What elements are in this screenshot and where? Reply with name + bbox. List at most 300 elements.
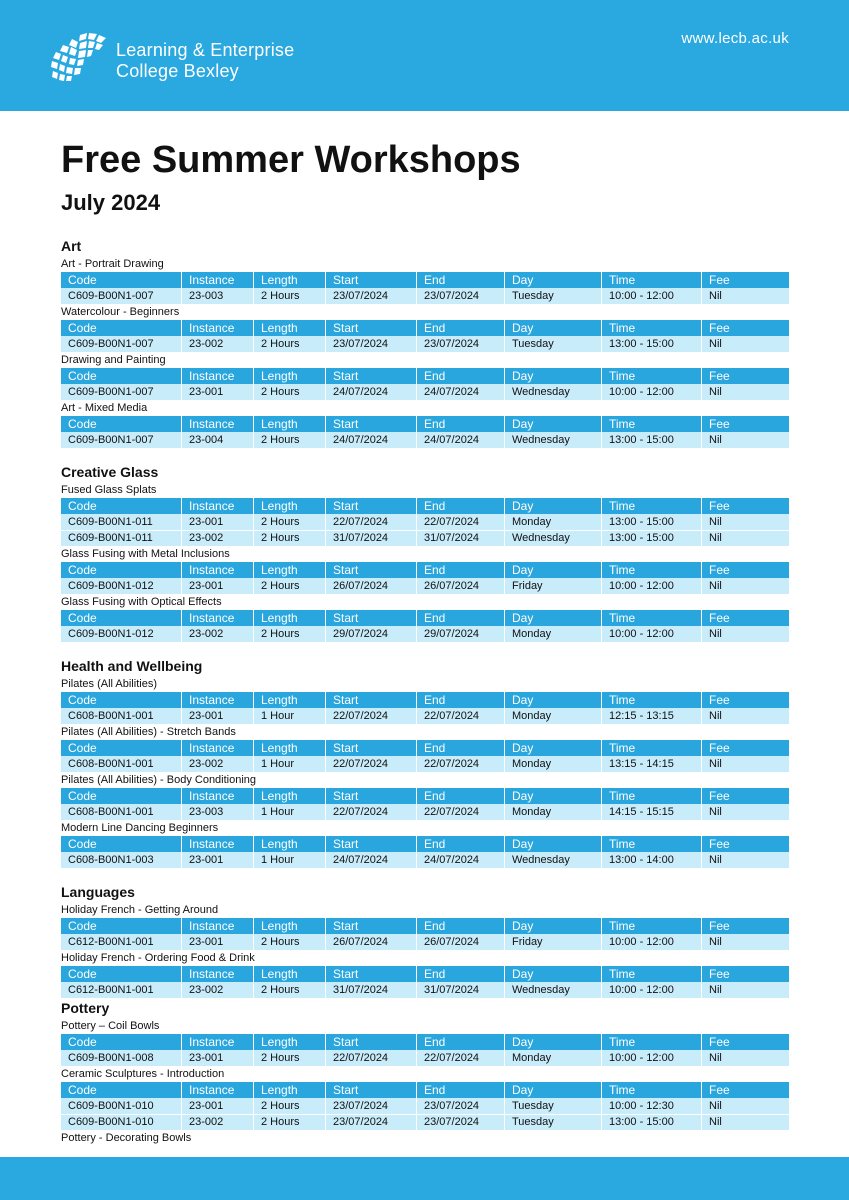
table-header-row [61,320,789,336]
cell-end: 22/07/2024 [416,756,504,772]
course-block [61,676,789,724]
cell-fee: Nil [701,626,789,642]
column-header-instance: Instance [181,320,253,336]
column-header-code: Code [68,369,97,383]
cell-instance: 23-004 [181,432,253,448]
column-header-start: Start [325,562,416,578]
column-header-instance: Instance [181,368,253,384]
course-block [61,256,789,304]
cell-code: C609-B00N1-007 [68,386,154,398]
column-header-time: Time [601,416,701,432]
cell-day: Tuesday [504,288,601,304]
cell-fee: Nil [701,852,789,868]
cell-length: 2 Hours [253,626,325,642]
course-name: Pottery – Coil Bowls [61,1020,160,1032]
cell-start: 31/07/2024 [325,531,416,546]
cell-length: 2 Hours [253,336,325,352]
course-block [61,1066,789,1130]
cell-instance: 23-002 [181,756,253,772]
column-header-length: Length [253,1034,325,1050]
column-header-start: Start [325,498,416,514]
course-name: Glass Fusing with Optical Effects [61,596,222,608]
table-row [61,384,789,400]
cell-fee: Nil [701,336,789,352]
cell-day: Tuesday [504,1115,601,1130]
column-header-code: Code [68,967,97,981]
table-header-row [61,498,789,514]
column-header-day: Day [504,788,601,804]
column-header-day: Day [504,836,601,852]
cell-code: C612-B00N1-001 [68,984,154,996]
column-header-code: Code [68,417,97,431]
column-header-length: Length [253,498,325,514]
cell-end: 22/07/2024 [416,1050,504,1066]
cell-end: 22/07/2024 [416,804,504,820]
cell-time: 10:00 - 12:00 [601,982,701,998]
cell-time: 10:00 - 12:00 [601,288,701,304]
workshop-section [61,462,789,642]
column-header-time: Time [601,368,701,384]
column-header-start: Start [325,740,416,756]
column-header-length: Length [253,918,325,934]
college-name-line-2: College Bexley [116,61,239,81]
column-header-instance: Instance [181,966,253,982]
column-header-end: End [416,692,504,708]
column-header-end: End [416,320,504,336]
cell-time: 10:00 - 12:00 [601,934,701,950]
cell-instance: 23-001 [181,578,253,594]
column-header-end: End [416,498,504,514]
course-name: Fused Glass Splats [61,484,157,496]
column-header-day: Day [504,498,601,514]
cell-time: 13:00 - 14:00 [601,852,701,868]
cell-fee: Nil [701,1098,789,1114]
table-header-row [61,692,789,708]
cell-instance: 23-001 [181,708,253,724]
course-block [61,950,789,998]
cell-day: Wednesday [504,432,601,448]
cell-instance: 23-002 [181,626,253,642]
column-header-code: Code [68,741,97,755]
cell-time: 10:00 - 12:30 [601,1098,701,1114]
cell-length: 1 Hour [253,708,325,724]
college-name [116,40,294,82]
column-header-end: End [416,368,504,384]
column-header-start: Start [325,788,416,804]
cell-code: C608-B00N1-001 [68,806,154,818]
column-header-end: End [416,1082,504,1098]
table-row [61,982,789,998]
column-header-end: End [416,272,504,288]
table-header-row [61,416,789,432]
cell-fee: Nil [701,982,789,998]
course-name: Art - Portrait Drawing [61,258,164,270]
cell-day: Monday [504,756,601,772]
column-header-code: Code [68,321,97,335]
column-header-fee: Fee [701,498,789,514]
table-row [61,578,789,594]
column-header-start: Start [325,692,416,708]
column-header-end: End [416,562,504,578]
column-header-day: Day [504,966,601,982]
column-header-length: Length [253,836,325,852]
workshop-section [61,236,789,448]
cell-code: C612-B00N1-001 [68,936,154,948]
column-header-code: Code [68,1083,97,1097]
cell-end: 23/07/2024 [416,1098,504,1114]
cell-fee: Nil [701,384,789,400]
cell-day: Monday [504,1050,601,1066]
cell-start: 29/07/2024 [325,626,416,642]
column-header-instance: Instance [181,610,253,626]
cell-start: 31/07/2024 [325,982,416,998]
column-header-length: Length [253,788,325,804]
cell-start: 22/07/2024 [325,756,416,772]
cell-length: 1 Hour [253,852,325,868]
column-header-end: End [416,836,504,852]
column-header-fee: Fee [701,272,789,288]
column-header-length: Length [253,740,325,756]
column-header-code: Code [68,273,97,287]
column-header-instance: Instance [181,788,253,804]
website-url[interactable]: www.lecb.ac.uk [681,30,789,47]
column-header-end: End [416,966,504,982]
table-header-row [61,610,789,626]
table-header-row [61,272,789,288]
cell-length: 1 Hour [253,804,325,820]
column-header-instance: Instance [181,1082,253,1098]
page-subtitle: July 2024 [61,190,161,215]
column-header-code: Code [68,563,97,577]
cell-start: 24/07/2024 [325,852,416,868]
course-name: Pilates (All Abilities) - Body Conditioning [61,774,257,786]
cell-end: 24/07/2024 [416,384,504,400]
cell-length: 2 Hours [253,1115,325,1130]
cell-code: C609-B00N1-010 [68,1116,154,1128]
cell-code: C608-B00N1-001 [68,710,154,722]
cell-fee: Nil [701,708,789,724]
column-header-end: End [416,918,504,934]
course-name: Glass Fusing with Metal Inclusions [61,548,230,560]
cell-start: 26/07/2024 [325,934,416,950]
cell-day: Monday [504,514,601,530]
course-block [61,546,789,594]
table-header-row [61,1082,789,1098]
course-name: Watercolour - Beginners [61,306,180,318]
cell-fee: Nil [701,432,789,448]
table-header-row [61,788,789,804]
column-header-code: Code [68,789,97,803]
cell-length: 2 Hours [253,982,325,998]
column-header-time: Time [601,1082,701,1098]
cell-length: 2 Hours [253,288,325,304]
column-header-day: Day [504,416,601,432]
cell-instance: 23-001 [181,1098,253,1114]
table-row [61,852,789,868]
column-header-fee: Fee [701,918,789,934]
column-header-start: Start [325,272,416,288]
course-name: Holiday French - Ordering Food & Drink [61,952,255,964]
column-header-code: Code [68,499,97,513]
cell-instance: 23-001 [181,514,253,530]
cell-length: 2 Hours [253,384,325,400]
cell-length: 2 Hours [253,1098,325,1114]
cell-fee: Nil [701,531,789,546]
cell-instance: 23-003 [181,288,253,304]
column-header-day: Day [504,320,601,336]
column-header-fee: Fee [701,692,789,708]
column-header-start: Start [325,1034,416,1050]
column-header-code: Code [68,919,97,933]
column-header-time: Time [601,918,701,934]
course-block [61,400,789,448]
column-header-code: Code [68,1035,97,1049]
cell-code: C609-B00N1-007 [68,338,154,350]
table-row [61,626,789,642]
cell-day: Wednesday [504,531,601,546]
cell-fee: Nil [701,578,789,594]
column-header-time: Time [601,562,701,578]
course-block [61,1130,789,1146]
course-block [61,1018,789,1066]
cell-instance: 23-003 [181,804,253,820]
cell-length: 2 Hours [253,531,325,546]
course-name: Drawing and Painting [61,354,166,366]
cell-length: 2 Hours [253,514,325,530]
cell-code: C609-B00N1-007 [68,434,154,446]
cell-fee: Nil [701,288,789,304]
column-header-instance: Instance [181,740,253,756]
column-header-fee: Fee [701,610,789,626]
cell-instance: 23-001 [181,852,253,868]
cell-start: 23/07/2024 [325,336,416,352]
column-header-instance: Instance [181,836,253,852]
cell-time: 10:00 - 12:00 [601,384,701,400]
cell-instance: 23-002 [181,336,253,352]
cell-code: C609-B00N1-007 [68,290,154,302]
column-header-start: Start [325,966,416,982]
cell-length: 1 Hour [253,756,325,772]
course-block [61,772,789,820]
cell-fee: Nil [701,514,789,530]
cell-fee: Nil [701,934,789,950]
column-header-length: Length [253,320,325,336]
section-heading: Pottery [61,1000,110,1016]
cell-day: Monday [504,708,601,724]
column-header-fee: Fee [701,416,789,432]
cell-fee: Nil [701,804,789,820]
cell-fee: Nil [701,1050,789,1066]
table-row [61,336,789,352]
cell-time: 12:15 - 13:15 [601,708,701,724]
table-header-row [61,836,789,852]
column-header-day: Day [504,1034,601,1050]
cell-time: 10:00 - 12:00 [601,1050,701,1066]
column-header-instance: Instance [181,498,253,514]
college-logo-icon [50,32,112,82]
cell-instance: 23-001 [181,934,253,950]
column-header-time: Time [601,320,701,336]
cell-day: Tuesday [504,336,601,352]
table-header-row [61,368,789,384]
column-header-fee: Fee [701,1034,789,1050]
cell-code: C609-B00N1-011 [68,516,153,528]
cell-start: 23/07/2024 [325,1115,416,1130]
table-row [61,934,789,950]
cell-time: 13:15 - 14:15 [601,756,701,772]
column-header-start: Start [325,918,416,934]
table-row [61,756,789,772]
cell-start: 22/07/2024 [325,804,416,820]
cell-day: Monday [504,626,601,642]
column-header-fee: Fee [701,788,789,804]
college-name-line-1: Learning & Enterprise [116,40,295,60]
course-block [61,594,789,642]
cell-day: Friday [504,578,601,594]
column-header-fee: Fee [701,966,789,982]
cell-instance: 23-002 [181,531,253,546]
course-block [61,352,789,400]
cell-start: 22/07/2024 [325,1050,416,1066]
section-heading: Health and Wellbeing [61,658,203,674]
cell-end: 22/07/2024 [416,708,504,724]
course-name: Modern Line Dancing Beginners [61,822,219,834]
cell-end: 26/07/2024 [416,578,504,594]
column-header-time: Time [601,692,701,708]
course-block [61,902,789,950]
cell-start: 24/07/2024 [325,432,416,448]
column-header-day: Day [504,610,601,626]
column-header-instance: Instance [181,1034,253,1050]
column-header-time: Time [601,272,701,288]
table-row [61,708,789,724]
table-row [61,288,789,304]
column-header-fee: Fee [701,562,789,578]
cell-day: Wednesday [504,982,601,998]
course-block [61,820,789,868]
cell-day: Wednesday [504,852,601,868]
section-spacer [61,448,789,462]
column-header-day: Day [504,692,601,708]
column-header-instance: Instance [181,692,253,708]
cell-instance: 23-002 [181,982,253,998]
cell-end: 24/07/2024 [416,432,504,448]
cell-end: 31/07/2024 [416,982,504,998]
column-header-code: Code [68,693,97,707]
column-header-fee: Fee [701,320,789,336]
column-header-length: Length [253,966,325,982]
column-header-day: Day [504,918,601,934]
column-header-time: Time [601,740,701,756]
cell-time: 14:15 - 15:15 [601,804,701,820]
cell-length: 2 Hours [253,432,325,448]
column-header-day: Day [504,1082,601,1098]
workshop-section [61,656,789,868]
course-name: Art - Mixed Media [61,402,148,414]
course-name: Pilates (All Abilities) [61,678,157,690]
cell-start: 22/07/2024 [325,514,416,530]
column-header-length: Length [253,1082,325,1098]
column-header-fee: Fee [701,1082,789,1098]
cell-code: C608-B00N1-003 [68,854,154,866]
table-header-row [61,740,789,756]
column-header-day: Day [504,368,601,384]
cell-day: Wednesday [504,384,601,400]
cell-time: 10:00 - 12:00 [601,578,701,594]
cell-time: 10:00 - 12:00 [601,626,701,642]
course-block [61,724,789,772]
cell-end: 22/07/2024 [416,514,504,530]
column-header-time: Time [601,1034,701,1050]
table-row [61,1050,789,1066]
cell-end: 24/07/2024 [416,852,504,868]
cell-length: 2 Hours [253,1050,325,1066]
column-header-end: End [416,416,504,432]
cell-day: Friday [504,934,601,950]
cell-start: 22/07/2024 [325,708,416,724]
column-header-end: End [416,610,504,626]
column-header-length: Length [253,692,325,708]
section-heading: Creative Glass [61,464,159,480]
cell-day: Tuesday [504,1098,601,1114]
column-header-time: Time [601,498,701,514]
cell-end: 31/07/2024 [416,531,504,546]
table-header-row [61,966,789,982]
course-block [61,304,789,352]
cell-length: 2 Hours [253,578,325,594]
cell-end: 26/07/2024 [416,934,504,950]
section-heading: Art [61,238,82,254]
course-block [61,482,789,546]
column-header-start: Start [325,320,416,336]
column-header-instance: Instance [181,562,253,578]
cell-length: 2 Hours [253,934,325,950]
column-header-end: End [416,740,504,756]
workshop-list [61,236,789,1146]
cell-instance: 23-002 [181,1115,253,1130]
column-header-day: Day [504,740,601,756]
table-row [61,530,789,546]
cell-time: 13:00 - 15:00 [601,514,701,530]
cell-code: C609-B00N1-012 [68,628,154,640]
cell-time: 13:00 - 15:00 [601,1115,701,1130]
column-header-day: Day [504,562,601,578]
cell-instance: 23-001 [181,1050,253,1066]
column-header-instance: Instance [181,918,253,934]
cell-code: C609-B00N1-008 [68,1052,154,1064]
column-header-day: Day [504,272,601,288]
column-header-start: Start [325,416,416,432]
header-bar [0,0,849,111]
column-header-time: Time [601,610,701,626]
table-header-row [61,1034,789,1050]
column-header-length: Length [253,562,325,578]
column-header-length: Length [253,368,325,384]
column-header-fee: Fee [701,740,789,756]
column-header-start: Start [325,368,416,384]
cell-start: 26/07/2024 [325,578,416,594]
page-title: Free Summer Workshops [61,139,521,181]
cell-start: 23/07/2024 [325,1098,416,1114]
section-spacer [61,868,789,882]
cell-end: 23/07/2024 [416,336,504,352]
section-heading: Languages [61,884,135,900]
column-header-instance: Instance [181,272,253,288]
cell-start: 23/07/2024 [325,288,416,304]
table-row [61,1098,789,1114]
column-header-fee: Fee [701,836,789,852]
workshop-section [61,998,789,1146]
